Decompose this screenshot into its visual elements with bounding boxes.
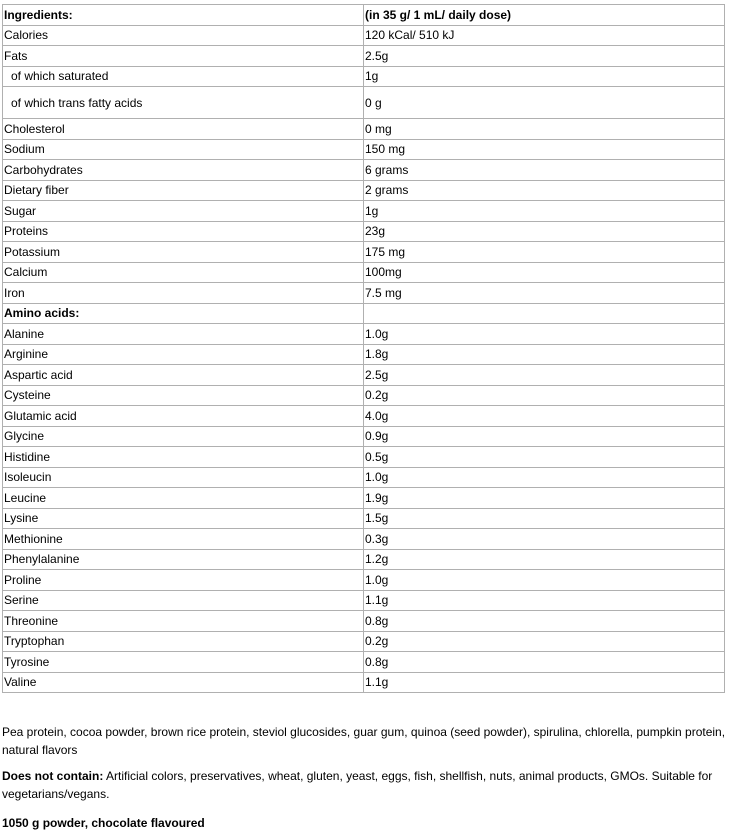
nutrient-value-cell: 0 g [364,87,725,119]
amino-name-cell: Lysine [3,508,364,529]
amino-name-cell: Alanine [3,324,364,345]
nutrient-name-cell: Dietary fiber [3,180,364,201]
table-row [3,467,725,488]
nutrient-name-cell: Calcium [3,262,364,283]
amino-value-cell: 1.9g [364,488,725,509]
table-header-row [3,5,725,26]
table-row [3,25,725,46]
nutrient-name-cell: Sodium [3,139,364,160]
nutrient-value-cell: 1g [364,66,725,87]
table-row [3,365,725,386]
amino-value-cell: 1.2g [364,549,725,570]
nutrient-value-cell: 7.5 mg [364,283,725,304]
amino-value-cell: 1.1g [364,590,725,611]
amino-acids-header-cell: Amino acids: [3,303,364,324]
amino-name-cell: Arginine [3,344,364,365]
amino-name-cell: Methionine [3,529,364,550]
nutrient-name-cell: of which saturated [3,66,364,87]
table-row [3,447,725,468]
table-row [3,344,725,365]
nutrient-value-cell: 150 mg [364,139,725,160]
amino-value-cell: 0.2g [364,385,725,406]
amino-value-cell: 0.8g [364,652,725,673]
table-row [3,549,725,570]
header-dose-cell: (in 35 g/ 1 mL/ daily dose) [364,5,725,26]
amino-name-cell: Histidine [3,447,364,468]
amino-name-cell: Tyrosine [3,652,364,673]
table-row [3,488,725,509]
table-row [3,426,725,447]
amino-name-cell: Phenylalanine [3,549,364,570]
table-row [3,262,725,283]
nutrient-name-cell: Carbohydrates [3,160,364,181]
table-row [3,672,725,693]
table-row [3,119,725,140]
table-row [3,631,725,652]
table-row [3,46,725,67]
nutrient-value-cell: 0 mg [364,119,725,140]
amino-name-cell: Cysteine [3,385,364,406]
amino-value-cell: 1.0g [364,324,725,345]
nutrient-name-cell: Potassium [3,242,364,263]
nutrient-value-cell: 6 grams [364,160,725,181]
amino-value-cell: 2.5g [364,365,725,386]
table-row [3,66,725,87]
table-row [3,652,725,673]
amino-value-cell: 1.8g [364,344,725,365]
table-row [3,160,725,181]
ingredients-paragraph: Pea protein, cocoa powder, brown rice protein, steviol glucosides, guar gum, quinoa (seed powder), spirulina, chlorella, pumpkin protein, natural flavors [2,725,726,757]
nutrient-value-cell: 2 grams [364,180,725,201]
table-row [3,324,725,345]
table-row [3,221,725,242]
nutrient-name-cell: Iron [3,283,364,304]
nutrient-value-cell: 2.5g [364,46,725,67]
nutrient-name-cell: Fats [3,46,364,67]
amino-value-cell: 0.5g [364,447,725,468]
amino-name-cell: Serine [3,590,364,611]
amino-acids-header-empty-cell [364,303,725,324]
nutrient-name-cell: Cholesterol [3,119,364,140]
table-row [3,180,725,201]
amino-value-cell: 1.1g [364,672,725,693]
table-row [3,283,725,304]
table-row [3,201,725,222]
amino-value-cell: 1.0g [364,467,725,488]
amino-name-cell: Aspartic acid [3,365,364,386]
nutrient-value-cell: 100mg [364,262,725,283]
table-row [3,242,725,263]
header-ingredients-cell: Ingredients: [3,5,364,26]
nutrient-value-cell: 175 mg [364,242,725,263]
amino-name-cell: Isoleucin [3,467,364,488]
amino-value-cell: 0.3g [364,529,725,550]
table-row [3,139,725,160]
table-row [3,570,725,591]
amino-value-cell: 1.0g [364,570,725,591]
amino-name-cell: Threonine [3,611,364,632]
nutrient-value-cell: 1g [364,201,725,222]
does-not-contain-paragraph [2,767,726,803]
amino-name-cell: Leucine [3,488,364,509]
amino-value-cell: 0.8g [364,611,725,632]
amino-name-cell: Tryptophan [3,631,364,652]
amino-name-cell: Glycine [3,426,364,447]
table-row [3,590,725,611]
amino-name-cell: Proline [3,570,364,591]
amino-name-cell: Valine [3,672,364,693]
nutrient-name-cell: Calories [3,25,364,46]
does-not-contain-text: Artificial colors, preservatives, wheat, gluten, yeast, eggs, fish, shellfish, nuts, animal products, GMOs. Suitable for vegetarians/vegans. [2,769,713,801]
amino-value-cell: 1.5g [364,508,725,529]
table-row [3,385,725,406]
nutrient-value-cell: 120 kCal/ 510 kJ [364,25,725,46]
nutrient-value-cell: 23g [364,221,725,242]
table-row [3,508,725,529]
amino-value-cell: 0.2g [364,631,725,652]
table-row [3,406,725,427]
table-row [3,529,725,550]
amino-value-cell: 0.9g [364,426,725,447]
nutrient-name-cell: Sugar [3,201,364,222]
product-size-text: 1050 g powder, chocolate flavoured [2,816,205,830]
nutrient-name-cell: Proteins [3,221,364,242]
amino-acids-header-row [3,303,725,324]
does-not-contain-label: Does not contain: [2,769,104,783]
table-row [3,611,725,632]
nutrition-table [2,4,725,693]
nutrient-name-cell: of which trans fatty acids [3,87,364,119]
table-row [3,87,725,119]
amino-name-cell: Glutamic acid [3,406,364,427]
amino-value-cell: 4.0g [364,406,725,427]
